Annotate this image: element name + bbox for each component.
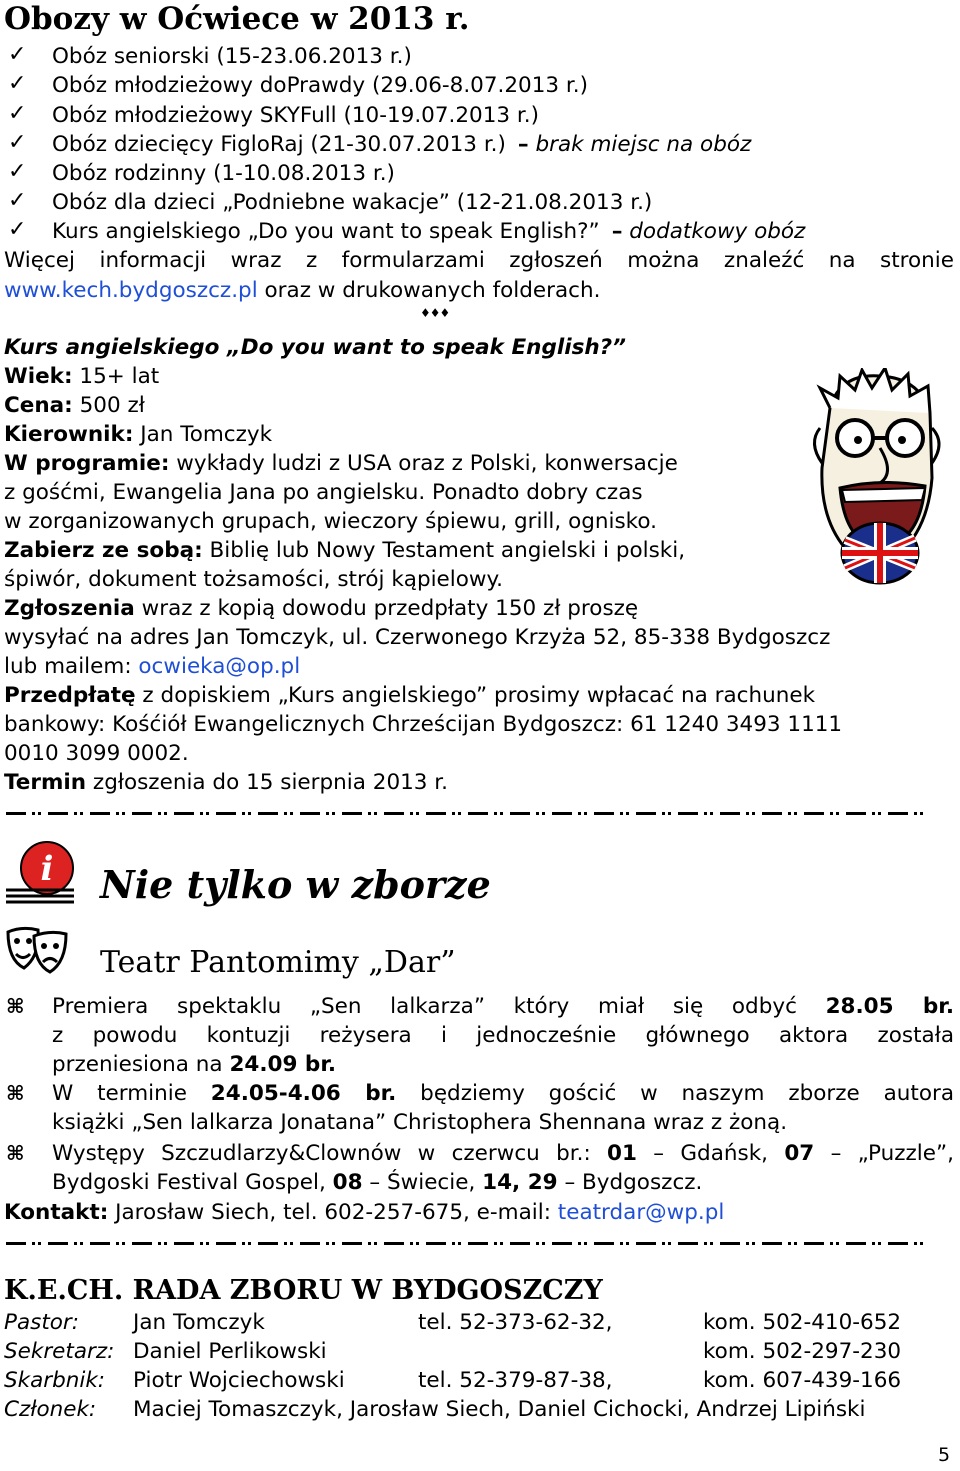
council-title: K.E.CH. RADA ZBORU W BYDGOSZCZY <box>4 1275 603 1306</box>
divider-dot <box>536 1242 539 1245</box>
divider-dash <box>174 812 194 815</box>
divider-dash <box>300 1242 320 1245</box>
council-mobile: kom. 607-439-166 <box>703 1368 902 1393</box>
camp-item: Obóz rodzinny (1-10.08.2013 r.) <box>52 161 395 186</box>
divider-dash <box>468 1242 488 1245</box>
divider-dash <box>216 1242 236 1245</box>
theatre-item-3-line-2: Bydgoski Festival Gospel, 08 – Świecie, 14, 29 – Bydgoszcz. <box>52 1170 703 1195</box>
divider-dot <box>332 812 335 815</box>
checkmark-icon: ✓ <box>8 101 27 126</box>
divider-dash <box>258 812 278 815</box>
divider-dot <box>710 1242 713 1245</box>
divider-dash <box>846 812 866 815</box>
divider-dot <box>374 812 377 815</box>
divider-dot <box>164 812 167 815</box>
course-deadline: Termin zgłoszenia do 15 sierpnia 2013 r. <box>4 770 449 795</box>
course-program: W programie: wykłady ludzi z USA oraz z Polski, konwersacje <box>4 451 678 476</box>
divider-dash <box>678 812 698 815</box>
theatre-item-1-line-1: Premiera spektaklu „Sen lalkarza” który miał się odbyć 28.05 br. <box>52 994 954 1019</box>
divider-dot <box>38 1242 41 1245</box>
divider-dot <box>38 812 41 815</box>
checkmark-icon: ✓ <box>8 217 27 242</box>
divider-dot <box>74 1242 77 1245</box>
divider-dash <box>90 812 110 815</box>
course-program-3: w zorganizowanych grupach, wieczory śpiewu, grill, ognisko. <box>4 509 657 534</box>
divider-dot <box>500 812 503 815</box>
bullet-icon: ⌘ <box>6 1081 25 1105</box>
divider-dot <box>830 1242 833 1245</box>
divider-dot <box>80 812 83 815</box>
divider-dash <box>552 1242 572 1245</box>
divider-dash <box>48 1242 68 1245</box>
divider-dot <box>368 812 371 815</box>
course-price: Cena: 500 zł <box>4 393 145 418</box>
divider-dot <box>746 1242 749 1245</box>
council-tel: tel. 52-379-87-38, <box>418 1368 613 1393</box>
divider-dash <box>720 1242 740 1245</box>
divider-dash <box>594 812 614 815</box>
divider-dot <box>458 812 461 815</box>
divider-dot <box>368 1242 371 1245</box>
info-line-1: Więcej informacji wraz z formularzami zgłoszeń można znaleźć na stronie <box>4 248 954 273</box>
divider-dot <box>542 812 545 815</box>
divider-dash <box>258 1242 278 1245</box>
council-name: Jan Tomczyk <box>133 1310 265 1335</box>
divider-dot <box>578 812 581 815</box>
theatre-contact: Kontakt: Jarosław Siech, tel. 602-257-675, e-mail: teatrdar@wp.pl <box>4 1200 725 1225</box>
divider-dash <box>426 1242 446 1245</box>
info-icon <box>2 838 82 904</box>
divider-dot <box>500 1242 503 1245</box>
divider-dash <box>384 1242 404 1245</box>
divider-dot <box>374 1242 377 1245</box>
course-prepay-3: 0010 3099 0002. <box>4 741 189 766</box>
divider-dot <box>332 1242 335 1245</box>
bullet-icon: ⌘ <box>6 1141 25 1165</box>
council-mobile: kom. 502-297-230 <box>703 1339 902 1364</box>
divider-dot <box>158 812 161 815</box>
divider-dot <box>710 812 713 815</box>
divider-dot <box>668 812 671 815</box>
bullet-icon: ⌘ <box>6 994 25 1018</box>
divider-dot <box>206 812 209 815</box>
divider-dash <box>216 812 236 815</box>
divider-dash <box>552 812 572 815</box>
divider-dash <box>510 1242 530 1245</box>
divider-dot <box>290 812 293 815</box>
divider-dot <box>200 1242 203 1245</box>
camps-title: Obozy w Oćwiece w 2013 r. <box>4 1 470 37</box>
divider-dash <box>300 812 320 815</box>
website-link[interactable]: www.kech.bydgoszcz.pl <box>4 278 258 303</box>
divider-dot <box>752 1242 755 1245</box>
divider-dash <box>48 812 68 815</box>
divider-dot <box>878 812 881 815</box>
divider-dot <box>830 812 833 815</box>
divider-dot <box>458 1242 461 1245</box>
council-mobile: kom. 502-410-652 <box>703 1310 902 1335</box>
council-role: Skarbnik: <box>4 1368 106 1393</box>
divider-dash <box>426 812 446 815</box>
theatre-masks-icon <box>4 926 70 976</box>
council-row <box>0 1368 960 1397</box>
course-apply: Zgłoszenia wraz z kopią dowodu przedpłaty 150 zł proszę <box>4 596 639 621</box>
page-number: 5 <box>938 1444 951 1466</box>
divider-dash <box>678 1242 698 1245</box>
divider-dot <box>626 1242 629 1245</box>
divider-dot <box>248 1242 251 1245</box>
divider-dot <box>584 812 587 815</box>
divider-dot <box>878 1242 881 1245</box>
divider-dash <box>510 812 530 815</box>
council-tel: tel. 52-373-62-32, <box>418 1310 613 1335</box>
divider-dot <box>704 812 707 815</box>
course-email-link[interactable]: ocwieka@op.pl <box>138 654 301 679</box>
divider-dash <box>132 812 152 815</box>
cartoon-face-illustration <box>800 368 950 608</box>
course-prepay: Przedpłatę z dopiskiem „Kurs angielskiego” prosimy wpłacać na rachunek <box>4 683 816 708</box>
council-row <box>0 1397 960 1426</box>
divider-dot <box>536 812 539 815</box>
info-line-2: www.kech.bydgoszcz.pl oraz w drukowanych folderach. <box>4 278 601 303</box>
checkmark-icon: ✓ <box>8 71 27 96</box>
council-row <box>0 1339 960 1368</box>
diamond-separator: ♦♦♦ <box>420 306 450 320</box>
checkmark-icon: ✓ <box>8 130 27 155</box>
course-title: Kurs angielskiego „Do you want to speak English?” <box>4 335 626 360</box>
divider-dot <box>920 812 923 815</box>
divider-dot <box>914 1242 917 1245</box>
camp-item-note: – brak miejsc na obóz <box>517 132 752 157</box>
council-role: Sekretarz: <box>4 1339 115 1364</box>
divider-dot <box>620 812 623 815</box>
theatre-item-3-line-1: Występy Szczudlarzy&Clownów w czerwcu br.: 01 – Gdańsk, 07 – „Puzzle”, <box>52 1141 954 1166</box>
council-role: Pastor: <box>4 1310 80 1335</box>
divider-dot <box>662 812 665 815</box>
divider-dot <box>284 1242 287 1245</box>
divider-dash <box>342 1242 362 1245</box>
course-bring: Zabierz ze sobą: Biblię lub Nowy Testament angielski i polski, <box>4 538 686 563</box>
divider-dot <box>794 1242 797 1245</box>
divider-dash <box>762 1242 782 1245</box>
section-divider <box>0 808 960 818</box>
checkmark-icon: ✓ <box>8 188 27 213</box>
divider-dot <box>752 812 755 815</box>
divider-dot <box>290 1242 293 1245</box>
divider-dash <box>6 812 26 815</box>
course-leader: Kierownik: Jan Tomczyk <box>4 422 273 447</box>
divider-dash <box>6 1242 26 1245</box>
divider-dot <box>746 812 749 815</box>
camp-item: Obóz seniorski (15-23.06.2013 r.) <box>52 44 412 69</box>
divider-dash <box>846 1242 866 1245</box>
divider-dot <box>872 812 875 815</box>
divider-dash <box>594 1242 614 1245</box>
divider-dot <box>836 1242 839 1245</box>
camp-item: Obóz dziecięcy FigloRaj (21-30.07.2013 r.) – brak miejsc na obóz <box>52 132 752 157</box>
divider-dash <box>888 1242 908 1245</box>
divider-dot <box>788 1242 791 1245</box>
svg-text:i: i <box>40 849 54 889</box>
divider-dot <box>410 1242 413 1245</box>
camp-item-note: – dodatkowy obóz <box>611 219 806 244</box>
divider-dash <box>804 1242 824 1245</box>
divider-dash <box>468 812 488 815</box>
theatre-item-1-line-2: z powodu kontuzji reżysera i jednocześnie głównego aktora została <box>52 1023 954 1048</box>
divider-dot <box>32 1242 35 1245</box>
council-name: Daniel Perlikowski <box>133 1339 327 1364</box>
divider-dot <box>326 812 329 815</box>
camp-item: Obóz młodzieżowy SKYFull (10-19.07.2013 r.) <box>52 103 540 128</box>
divider-dot <box>914 812 917 815</box>
divider-dot <box>494 1242 497 1245</box>
divider-dot <box>416 1242 419 1245</box>
divider-dot <box>410 812 413 815</box>
divider-dot <box>788 812 791 815</box>
divider-dash <box>384 812 404 815</box>
divider-dot <box>242 1242 245 1245</box>
council-row <box>0 1310 960 1339</box>
divider-dot <box>542 1242 545 1245</box>
section2-title: Nie tylko w zborze <box>100 862 491 907</box>
course-program-2: z gośćmi, Ewangelia Jana po angielsku. Ponadto dobry czas <box>4 480 643 505</box>
divider-dot <box>206 1242 209 1245</box>
divider-dot <box>248 812 251 815</box>
divider-dot <box>704 1242 707 1245</box>
divider-dot <box>116 1242 119 1245</box>
course-prepay-2: bankowy: Kośćiół Ewangelicznych Chrześcijan Bydgoszcz: 61 1240 3493 1111 <box>4 712 843 737</box>
divider-dot <box>122 1242 125 1245</box>
divider-dot <box>578 1242 581 1245</box>
divider-dash <box>636 1242 656 1245</box>
council-name: Maciej Tomaszczyk, Jarosław Siech, Daniel Cichocki, Andrzej Lipiński <box>133 1397 866 1422</box>
divider-dot <box>80 1242 83 1245</box>
divider-dot <box>494 812 497 815</box>
divider-dash <box>762 812 782 815</box>
divider-dot <box>626 812 629 815</box>
divider-dot <box>920 1242 923 1245</box>
divider-dot <box>452 812 455 815</box>
divider-dot <box>662 1242 665 1245</box>
divider-dot <box>668 1242 671 1245</box>
divider-dash <box>636 812 656 815</box>
divider-dot <box>794 812 797 815</box>
camp-item: Obóz dla dzieci „Podniebne wakacje” (12-21.08.2013 r.) <box>52 190 653 215</box>
theatre-item-2-line-2: książki „Sen lalkarza Jonatana” Christophera Shennana wraz z żoną. <box>52 1110 788 1135</box>
divider-dash <box>132 1242 152 1245</box>
theatre-item-1-line-3: przeniesiona na 24.09 br. <box>52 1052 337 1077</box>
theatre-email-link[interactable]: teatrdar@wp.pl <box>557 1200 725 1225</box>
course-apply-3: lub mailem: ocwieka@op.pl <box>4 654 301 679</box>
divider-dash <box>90 1242 110 1245</box>
divider-dot <box>32 812 35 815</box>
divider-dot <box>164 1242 167 1245</box>
theatre-item-2-line-1: W terminie 24.05-4.06 br. będziemy gościć w naszym zborze autora <box>52 1081 954 1106</box>
divider-dot <box>584 1242 587 1245</box>
divider-dot <box>416 812 419 815</box>
section-divider <box>0 1238 960 1248</box>
divider-dot <box>284 812 287 815</box>
divider-dot <box>200 812 203 815</box>
camp-item: Kurs angielskiego „Do you want to speak English?” – dodatkowy obóz <box>52 219 806 244</box>
section2-subtitle: Teatr Pantomimy „Dar” <box>100 945 456 980</box>
checkmark-icon: ✓ <box>8 42 27 67</box>
divider-dash <box>804 812 824 815</box>
divider-dot <box>326 1242 329 1245</box>
divider-dot <box>620 1242 623 1245</box>
divider-dash <box>174 1242 194 1245</box>
divider-dot <box>872 1242 875 1245</box>
council-name: Piotr Wojciechowski <box>133 1368 345 1393</box>
course-apply-2: wysyłać na adres Jan Tomczyk, ul. Czerwonego Krzyża 52, 85-338 Bydgoszcz <box>4 625 831 650</box>
divider-dash <box>342 812 362 815</box>
divider-dash <box>720 812 740 815</box>
divider-dash <box>888 812 908 815</box>
divider-dot <box>452 1242 455 1245</box>
divider-dot <box>74 812 77 815</box>
divider-dot <box>116 812 119 815</box>
camp-item: Obóz młodzieżowy doPrawdy (29.06-8.07.2013 r.) <box>52 73 588 98</box>
divider-dot <box>158 1242 161 1245</box>
divider-dot <box>122 812 125 815</box>
divider-dot <box>836 812 839 815</box>
checkmark-icon: ✓ <box>8 159 27 184</box>
divider-dot <box>242 812 245 815</box>
course-age: Wiek: 15+ lat <box>4 364 160 389</box>
council-role: Członek: <box>4 1397 97 1422</box>
course-bring-2: śpiwór, dokument tożsamości, strój kąpielowy. <box>4 567 503 592</box>
